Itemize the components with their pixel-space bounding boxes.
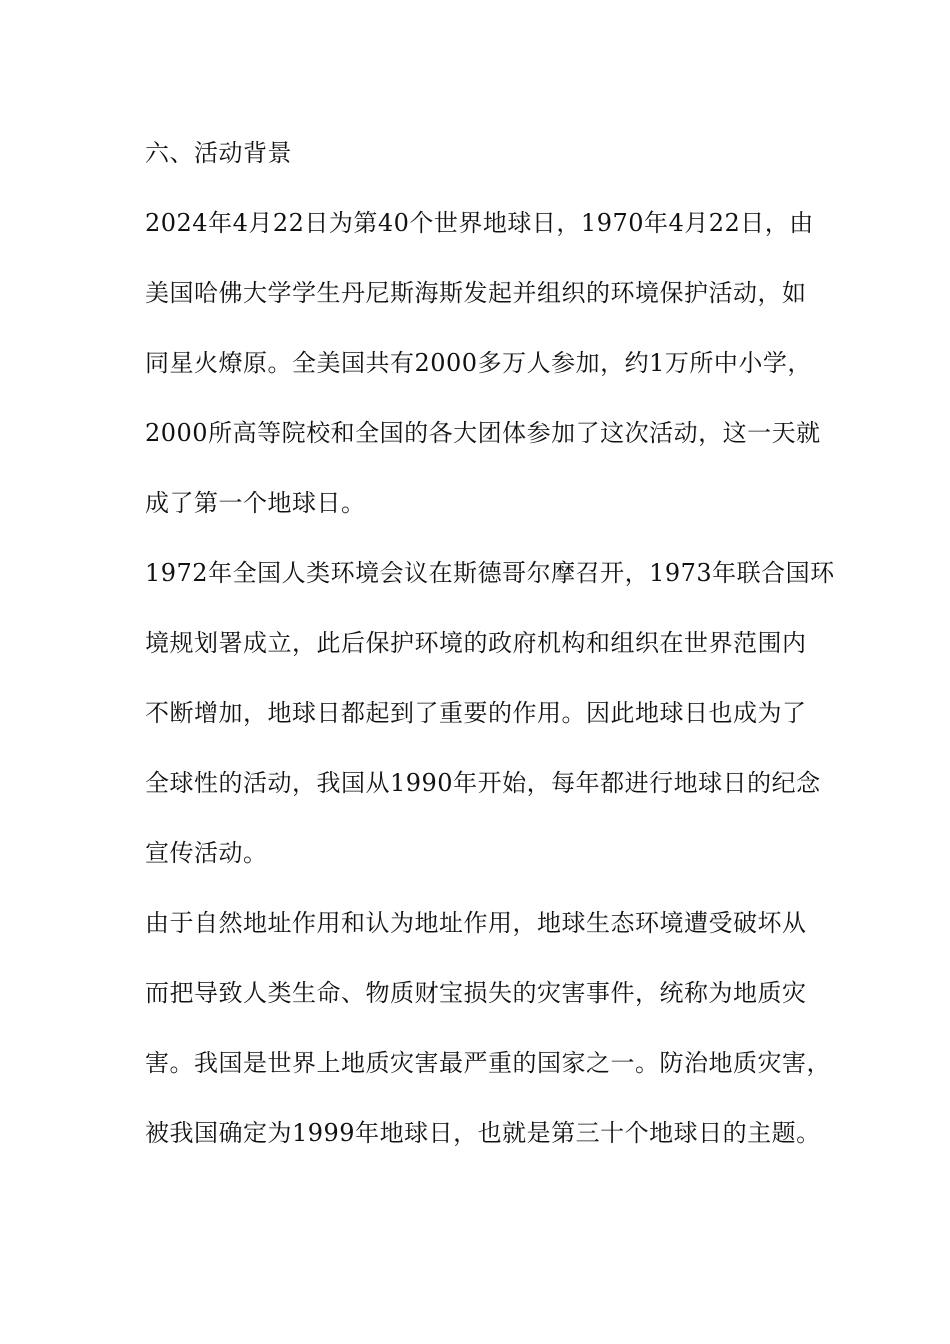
paragraph-2 — [145, 538, 835, 888]
paragraph-line: 被我国确定为1999年地球日，也就是第三十个地球日的主题。 — [145, 1119, 821, 1147]
paragraph-line: 成了第一个地球日。 — [145, 489, 366, 517]
paragraph-line: 而把导致人类生命、物质财宝损失的灾害事件，统称为地质灾 — [145, 979, 807, 1007]
paragraph-line: 美国哈佛大学学生丹尼斯海斯发起并组织的环境保护活动，如 — [145, 279, 807, 307]
paragraph-line: 境规划署成立，此后保护环境的政府机构和组织在世界范围内 — [145, 629, 807, 657]
paragraph-line: 害。我国是世界上地质灾害最严重的国家之一。防治地质灾害， — [145, 1049, 831, 1077]
paragraph-line: 不断增加，地球日都起到了重要的作用。因此地球日也成为了 — [145, 699, 807, 727]
paragraph-3 — [145, 888, 831, 1168]
paragraph-line: 同星火燎原。全美国共有2000多万人参加，约1万所中小学， — [145, 349, 812, 377]
paragraph-1 — [145, 188, 825, 538]
paragraph-line: 由于自然地址作用和认为地址作用，地球生态环境遭受破坏从 — [145, 909, 807, 937]
paragraph-line: 全球性的活动，我国从1990年开始，每年都进行地球日的纪念 — [145, 769, 821, 797]
document-body — [145, 118, 835, 1168]
paragraph-line: 2024年4月22日为第40个世界地球日，1970年4月22日，由 — [145, 209, 814, 237]
paragraph-line: 宣传活动。 — [145, 839, 268, 867]
paragraph-line: 1972年全国人类环境会议在斯德哥尔摩召开，1973年联合国环 — [145, 559, 835, 587]
section-heading: 六、活动背景 — [145, 139, 292, 167]
paragraph-line: 2000所高等院校和全国的各大团体参加了这次活动，这一天就 — [145, 419, 821, 447]
